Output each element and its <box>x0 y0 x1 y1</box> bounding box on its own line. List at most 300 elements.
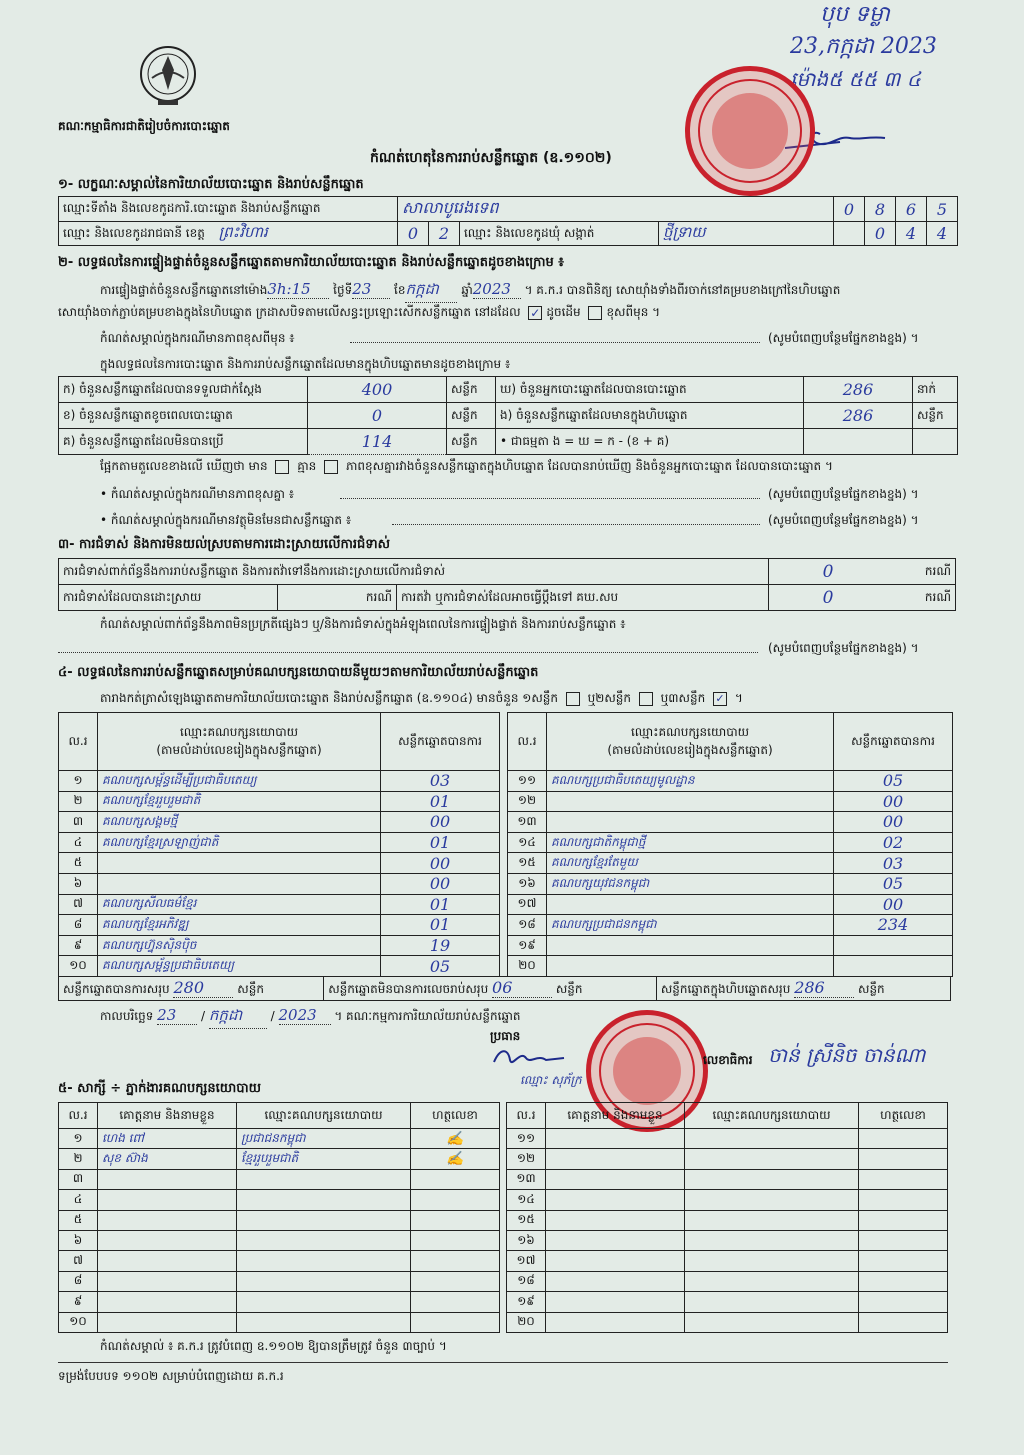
diff-result-line <box>100 458 833 476</box>
party-row <box>59 956 500 977</box>
col-no: ល.រ <box>59 713 98 771</box>
irregularity-dots <box>58 652 758 653</box>
party-row-no: ១០ <box>59 956 98 977</box>
witness-name <box>98 1230 237 1250</box>
party-row-votes: 01 <box>381 791 500 812</box>
count-left-unit: សន្លឹក <box>447 429 496 455</box>
witness-name <box>546 1129 685 1149</box>
party-row-name: គណបក្សខ្មែររួបរួមជាតិ <box>98 791 381 812</box>
diff-label: ខុសពីមុន <box>606 305 649 319</box>
witness-wrapper <box>58 1102 948 1333</box>
total-invalid-cell <box>324 977 657 1001</box>
date-day: 23 <box>157 1006 197 1025</box>
secretary-signature: ចាន់ ស្រីនិច ចាន់ណា <box>768 1043 926 1067</box>
party-row <box>59 873 500 894</box>
witness-signature <box>411 1230 500 1250</box>
witness-name <box>546 1230 685 1250</box>
section5-heading: ៥- សាក្សី ÷ ភ្នាក់ងារគណបក្សនយោបាយ <box>58 1081 261 1096</box>
party-row-votes <box>834 956 953 977</box>
sheet-count-line: តារាងកត់ត្រាសំឡេងឆ្នោតតាមការិយាល័យបោះឆ្នោត និងរាប់សន្លឹកឆ្នោត (ឧ.១១០៤) មានចំនួន ១សន្លឹក ឬ២សន្លឹក ឬ៣សន្លឹក ✓ ។ <box>100 691 743 705</box>
witness-signature <box>859 1230 948 1250</box>
party-row-no: ១៨ <box>508 915 547 936</box>
col-votes: សន្លឹកឆ្នោតបានការ <box>381 713 500 771</box>
party-row-name: គណបក្សសម្ព័ន្ធដើម្បីប្រជាធិបតេយ្យ <box>98 771 381 792</box>
party-row-name <box>547 791 834 812</box>
party-row-votes: 03 <box>834 853 953 874</box>
party-row-votes: 00 <box>834 812 953 833</box>
section1-table <box>58 196 958 246</box>
count-right-value: 286 <box>804 377 913 403</box>
party-row-no: ១៥ <box>508 853 547 874</box>
party-row-name: គណបក្សសម្ព័ន្ធប្រជាធិបតេយ្យ <box>98 956 381 977</box>
witness-name <box>546 1190 685 1210</box>
witness-signature: ✍ <box>411 1129 500 1149</box>
witness-row <box>507 1312 948 1332</box>
witness-signature <box>411 1312 500 1332</box>
total-box-cell <box>656 977 950 1001</box>
chief-signature-icon <box>490 1044 570 1070</box>
party-results-right <box>507 712 953 977</box>
party-row-name: គណបក្សខ្មែរស្រឡាញ់ជាតិ <box>98 832 381 853</box>
count-right-unit: នាក់ <box>913 377 958 403</box>
col-name: គោត្តនាម និងនាមខ្លួន <box>98 1103 237 1129</box>
witness-no: ១៩ <box>507 1292 546 1312</box>
party-row-name <box>547 935 834 956</box>
verification-text-time: ការផ្ទៀងផ្ទាត់ចំនួនសន្លឹកឆ្នោតនៅម៉ោង <box>100 283 268 297</box>
bullet-foreign-note: • កំណត់សម្គាល់ក្នុងករណីមានវត្ថុមិនមែនជាសន្លឹកឆ្នោត ៖ <box>100 513 352 527</box>
count-right-label: • ជាធម្មតា ង = ឃ = ក - (ខ + គ) <box>496 429 804 455</box>
party-row-name <box>547 894 834 915</box>
witness-party <box>685 1312 859 1332</box>
party-row-name <box>98 853 381 874</box>
party-row-name <box>98 873 381 894</box>
diff-checkbox[interactable] <box>588 306 602 320</box>
objection-row1-unit: ករណី <box>887 559 956 585</box>
witness-no: ១៧ <box>507 1251 546 1271</box>
party-row <box>59 812 500 833</box>
date-year: 2023 <box>279 1006 331 1025</box>
witness-party <box>237 1271 411 1291</box>
witness-name: សុខ ស៊ាង <box>98 1149 237 1169</box>
three-sheet-checkbox[interactable]: ✓ <box>713 692 727 706</box>
chief-label: ប្រធាន <box>490 1029 521 1043</box>
party-row <box>508 791 953 812</box>
witness-name <box>98 1271 237 1291</box>
witness-row <box>59 1271 500 1291</box>
irregularity-note: កំណត់សម្គាល់ពាក់ព័ន្ធនឹងភាពមិនប្រក្រតីផ្សេងៗ ឬ/និងការជំទាស់ក្នុងអំឡុងពេលនៃការផ្ទៀងផ្ទាត់ និងការរាប់សន្លឹកឆ្នោត ៖ <box>100 617 626 631</box>
party-row-no: ៨ <box>59 915 98 936</box>
witness-name <box>98 1312 237 1332</box>
appeal-value: 0 <box>769 585 888 611</box>
diff-note-line: កំណត់សម្គាល់ក្នុងករណីមានភាពខុសពីមុន ៖ <box>100 331 295 345</box>
official-stamp-icon <box>685 66 815 196</box>
witness-party <box>237 1251 411 1271</box>
footer-divider <box>58 1362 948 1363</box>
ballot-counts-table <box>58 376 958 455</box>
party-row <box>59 832 500 853</box>
col-votes: សន្លឹកឆ្នោតបានការ <box>834 713 953 771</box>
party-row-name: គណបក្សប្រជាជនកម្ពុជា <box>547 915 834 936</box>
verification-text-month: ខែ <box>394 283 406 297</box>
witness-no: ៥ <box>59 1210 98 1230</box>
party-row <box>508 894 953 915</box>
commune-code-digit: 4 <box>896 222 927 246</box>
witness-party <box>237 1190 411 1210</box>
party-row-no: ២០ <box>508 956 547 977</box>
witness-no: ៣ <box>59 1169 98 1189</box>
party-row <box>59 894 500 915</box>
witness-no: ១៣ <box>507 1169 546 1189</box>
section1-heading: ១- លក្ខណៈសម្គាល់នៃការិយាល័យបោះឆ្នោត និងរាប់សន្លឹកឆ្នោត <box>58 177 364 192</box>
fill-hint-2: (សូមបំពេញបន្ថែមផ្នែកខាងខ្នង) ។ <box>768 487 919 501</box>
total-valid-cell <box>59 977 324 1001</box>
commune-code-digit: 4 <box>927 222 958 246</box>
appeal-unit: ករណី <box>887 585 956 611</box>
witness-name <box>98 1292 237 1312</box>
witness-no: ១៨ <box>507 1271 546 1291</box>
party-row-votes: 00 <box>834 791 953 812</box>
witness-name <box>546 1210 685 1230</box>
party-row-no: ៤ <box>59 832 98 853</box>
three-sheet-label: ឬ៣សន្លឹក <box>660 691 706 705</box>
no-diff-label: គ្មាន <box>297 459 317 473</box>
one-sheet-checkbox[interactable] <box>566 692 580 706</box>
witness-party <box>685 1292 859 1312</box>
province-code-digit: 0 <box>398 222 429 246</box>
witness-row <box>507 1169 948 1189</box>
location-label: ឈ្មោះទីតាំង និងលេខកូដការិ.បោះឆ្នោត និងរាប់សន្លឹកឆ្នោត <box>59 197 398 222</box>
has-diff-checkbox[interactable] <box>275 460 289 474</box>
section2-heading: ២- លទ្ធផលនៃការផ្ទៀងផ្ទាត់ចំនួនសន្លឹកឆ្នោតតាមការិយាល័យបោះឆ្នោត និងរាប់សន្លឹកឆ្នោតដូចខាងក្រោម ៖ <box>58 255 564 270</box>
party-row-votes: 00 <box>381 812 500 833</box>
party-row <box>508 935 953 956</box>
party-row-name: គណបក្សជាតិកម្ពុជាថ្មី <box>547 832 834 853</box>
party-row-name <box>547 812 834 833</box>
verification-paragraph <box>100 280 960 303</box>
party-row <box>59 935 500 956</box>
total-invalid-unit: សន្លឹក <box>555 982 583 996</box>
witness-table-left <box>58 1102 500 1333</box>
location-code-digit: 0 <box>834 197 865 222</box>
witness-row <box>507 1292 948 1312</box>
witness-no: ១១ <box>507 1129 546 1149</box>
witness-party <box>237 1169 411 1189</box>
party-row-name: គណបក្សខ្មែរតែមួយ <box>547 853 834 874</box>
results-intro: ក្នុងលទ្ធផលនៃការបោះឆ្នោត និងការរាប់សន្លឹកឆ្នោតដែលមានក្នុងហិបឆ្នោតមានដូចខាងក្រោម ៖ <box>100 357 511 371</box>
witness-party <box>237 1230 411 1250</box>
witness-party: ប្រជាជនកម្ពុជា <box>237 1129 411 1149</box>
total-valid-value: 280 <box>173 978 233 998</box>
party-row-no: ១៧ <box>508 894 547 915</box>
witness-party: ខ្មែររួបរួមជាតិ <box>237 1149 411 1169</box>
witness-row <box>59 1210 500 1230</box>
resolved-unit <box>278 585 397 611</box>
verification-day: 23 <box>352 280 390 299</box>
count-left-value: 400 <box>308 377 447 403</box>
total-box-value: 286 <box>794 978 854 998</box>
witness-signature <box>411 1251 500 1271</box>
nec-emblem-icon <box>138 44 198 108</box>
same-label: ដូចដើម <box>546 305 581 319</box>
party-row-no: ១ <box>59 771 98 792</box>
witness-signature <box>411 1292 500 1312</box>
witness-party <box>685 1210 859 1230</box>
resolved-unit-text: ករណី <box>365 589 392 604</box>
count-right-unit <box>913 429 958 455</box>
witness-signature: ✍ <box>411 1149 500 1169</box>
witness-party <box>685 1251 859 1271</box>
party-row-votes: 00 <box>381 853 500 874</box>
party-row <box>59 791 500 812</box>
witness-party <box>685 1129 859 1149</box>
witness-name <box>98 1210 237 1230</box>
party-row-name: គណបក្សខ្មែរអភិវឌ្ឍ <box>98 915 381 936</box>
witness-no: ២០ <box>507 1312 546 1332</box>
party-row <box>508 771 953 792</box>
section4-heading: ៤- លទ្ធផលនៃការរាប់សន្លឹកឆ្នោតសម្រាប់គណបក្សនយោបាយនីមួយៗតាមការិយាល័យរាប់សន្លឹកឆ្នោត <box>58 665 539 680</box>
witness-name <box>546 1251 685 1271</box>
col-name: គោត្តនាម និងនាមខ្លួន <box>546 1103 685 1129</box>
witness-party <box>237 1210 411 1230</box>
party-row-no: ២ <box>59 791 98 812</box>
witness-party <box>237 1312 411 1332</box>
col-no: ល.រ <box>507 1103 546 1129</box>
party-results-wrapper <box>58 712 953 977</box>
col-signature: ហត្ថលេខា <box>411 1103 500 1129</box>
total-invalid-value: 06 <box>492 978 552 998</box>
count-right-label: ឃ) ចំនួនអ្នកបោះឆ្នោតដែលបានបោះឆ្នោត <box>496 377 804 403</box>
count-right-value <box>804 429 913 455</box>
party-row <box>508 873 953 894</box>
party-row <box>508 812 953 833</box>
ballot-count-row <box>59 403 958 429</box>
col-party: ឈ្មោះគណបក្សនយោបាយ (តាមលំដាប់លេខរៀងក្នុងសន្លឹកឆ្នោត) <box>98 713 381 771</box>
witness-signature <box>859 1292 948 1312</box>
appeal-label: ការតវ៉ា ឬការជំទាស់ដែលអាចធ្វើប្តឹងទៅ គឃ.សប <box>397 585 769 611</box>
witness-no: ៤ <box>59 1190 98 1210</box>
party-row-name: គណបក្សសង្គមថ្មី <box>98 812 381 833</box>
handwritten-receiver-note: បុប ទម្លា <box>820 2 890 27</box>
province-label <box>59 222 398 246</box>
total-valid-unit: សន្លឹក <box>237 982 264 996</box>
party-row-name <box>547 956 834 977</box>
party-row-name: គណបក្សសីលធម៌ខ្មែរ <box>98 894 381 915</box>
party-row <box>508 956 953 977</box>
witness-name <box>546 1312 685 1332</box>
totals-table <box>58 976 951 1001</box>
diff-result-text: ផ្អែកតាមតួលេខខាងលើ ឃើញថា មាន <box>100 459 268 473</box>
witness-name <box>98 1190 237 1210</box>
witness-no: ១៥ <box>507 1210 546 1230</box>
witness-row <box>59 1312 500 1332</box>
witness-row <box>507 1251 948 1271</box>
witness-signature <box>859 1169 948 1189</box>
count-left-label: ក) ចំនួនសន្លឹកឆ្នោតដែលបានទទួលជាក់ស្តែង <box>59 377 308 403</box>
col-signature: ហត្ថលេខា <box>859 1103 948 1129</box>
party-row <box>59 915 500 936</box>
total-valid-label: សន្លឹកឆ្នោតបានការសរុប <box>63 982 170 996</box>
witness-party <box>685 1149 859 1169</box>
chief-name: ឈ្មោះ សុភ័ក្រ <box>520 1073 582 1087</box>
col-no: ល.រ <box>59 1103 98 1129</box>
witness-signature <box>859 1251 948 1271</box>
party-row <box>508 832 953 853</box>
witness-no: ១៤ <box>507 1190 546 1210</box>
province-value: ព្រះវិហារ <box>218 222 268 241</box>
party-row-no: ១៦ <box>508 873 547 894</box>
date-prefix: កាលបរិច្ឆេទ <box>100 1009 154 1023</box>
party-row-no: ១២ <box>508 791 547 812</box>
committee-label: គណៈកម្មាធិការជាតិរៀបចំការបោះឆ្នោត <box>58 119 230 133</box>
witness-no: ១០ <box>59 1312 98 1332</box>
location-value: សាលាបូរេងទេព <box>398 197 834 222</box>
witness-no: ១ <box>59 1129 98 1149</box>
witness-row <box>507 1271 948 1291</box>
witness-signature <box>859 1149 948 1169</box>
witness-no: ៧ <box>59 1251 98 1271</box>
objection-row1-value: 0 <box>769 559 888 585</box>
party-row-votes: 05 <box>381 956 500 977</box>
witness-signature <box>859 1271 948 1291</box>
count-left-value: 114 <box>308 429 447 455</box>
commune-label: ឈ្មោះ និងលេខកូដឃុំ សង្កាត់ <box>460 222 659 246</box>
count-left-unit: សន្លឹក <box>447 377 496 403</box>
witness-row <box>507 1190 948 1210</box>
party-row-name: គណបក្សហ្វ៊ុនស៊ិនប៉ិច <box>98 935 381 956</box>
witness-name <box>546 1149 685 1169</box>
commune-code-digit: 0 <box>865 222 896 246</box>
count-left-label: គ) ចំនួនសន្លឹកឆ្នោតដែលមិនបានប្រើ <box>59 429 308 455</box>
resolved-label: ការជំទាស់ដែលបានដោះស្រាយ <box>59 585 278 611</box>
date-month: កក្កដា <box>209 1006 267 1029</box>
province-label-text: ឈ្មោះ និងលេខកូដរាជធានី ខេត្ត <box>63 225 205 240</box>
objections-table <box>58 558 956 611</box>
witness-row <box>59 1190 500 1210</box>
footnote: កំណត់សម្គាល់ ៖ គ.ក.រ ត្រូវបំពេញ ឧ.១១០២ ឱ្យបានត្រឹមត្រូវ ចំនួន ៣ច្បាប់ ។ <box>100 1339 447 1353</box>
witness-party <box>685 1230 859 1250</box>
party-row-votes: 00 <box>381 873 500 894</box>
col-party: ឈ្មោះគណបក្សនយោបាយ <box>237 1103 411 1129</box>
fill-hint-3: (សូមបំពេញបន្ថែមផ្នែកខាងខ្នង) ។ <box>768 513 919 527</box>
witness-signature <box>859 1129 948 1149</box>
party-row-votes: 05 <box>834 771 953 792</box>
no-diff-checkbox[interactable] <box>324 460 338 474</box>
witness-row <box>507 1230 948 1250</box>
count-left-label: ខ) ចំនួនសន្លឹកឆ្នោតខូចពេលបោះឆ្នោត <box>59 403 308 429</box>
witness-name <box>98 1251 237 1271</box>
verification-month: កក្កដា <box>405 280 457 303</box>
footer-text: ទម្រង់បែបបទ ១១០២ សម្រាប់បំពេញដោយ គ.ក.រ <box>58 1369 284 1383</box>
witness-signature <box>411 1190 500 1210</box>
count-left-value: 0 <box>308 403 447 429</box>
two-sheet-checkbox[interactable] <box>639 692 653 706</box>
verification-text-year: ឆ្នាំ <box>461 283 473 297</box>
witness-no: ៦ <box>59 1230 98 1250</box>
witness-signature <box>411 1271 500 1291</box>
witness-signature <box>411 1169 500 1189</box>
party-row <box>59 771 500 792</box>
two-sheet-label: ឬ២សន្លឹក <box>587 691 632 705</box>
fill-hint-4: (សូមបំពេញបន្ថែមផ្នែកខាងខ្នង) ។ <box>768 641 919 655</box>
total-box-label: សន្លឹកឆ្នោតក្នុងហិបឆ្នោតសរុប <box>660 982 791 996</box>
party-row <box>508 915 953 936</box>
witness-row <box>507 1149 948 1169</box>
witness-row <box>507 1129 948 1149</box>
party-row-name: គណបក្សប្រជាធិបតេយ្យមូលដ្ឋាន <box>547 771 834 792</box>
location-code-digit: 5 <box>927 197 958 222</box>
count-left-unit: សន្លឹក <box>447 403 496 429</box>
objection-row1-label: ការជំទាស់ពាក់ព័ន្ធនឹងការរាប់សន្លឹកឆ្នោត និងការតវ៉ាទៅនឹងការដោះស្រាយលើការជំទាស់ <box>59 559 769 585</box>
witness-row <box>59 1292 500 1312</box>
handwritten-received-date: 23,កក្កដា 2023 <box>790 34 937 59</box>
col-party: ឈ្មោះគណបក្សនយោបាយ <box>685 1103 859 1129</box>
party-row-name: គណបក្សយុវជនកម្ពុជា <box>547 873 834 894</box>
witness-signature <box>859 1312 948 1332</box>
party-row-no: ១៣ <box>508 812 547 833</box>
party-row-votes: 234 <box>834 915 953 936</box>
diff-result-rest: ភាពខុសគ្នារវាងចំនួនសន្លឹកឆ្នោតក្នុងហិបឆ្នោត ដែលបានរាប់ឃើញ និងចំនួនអ្នកបោះឆ្នោត ដែលបានបោះឆ្នោត ។ <box>345 459 833 473</box>
witness-row <box>59 1149 500 1169</box>
total-invalid-label: សន្លឹកឆ្នោតមិនបានការលេចរាប់សរុប <box>328 982 489 996</box>
verification-text-day: ថ្ងៃទី <box>333 283 353 297</box>
party-row-votes: 01 <box>381 915 500 936</box>
form-title: កំណត់ហេតុនៃការរាប់សន្លឹកឆ្នោត (ឧ.១១០២) <box>370 150 612 166</box>
secretary-label: លេខាធិការ <box>703 1053 753 1067</box>
witness-name <box>546 1169 685 1189</box>
party-row-votes <box>834 935 953 956</box>
same-checkbox[interactable]: ✓ <box>530 305 541 320</box>
party-row-votes: 19 <box>381 935 500 956</box>
witness-table-right <box>506 1102 948 1333</box>
witness-no: ១២ <box>507 1149 546 1169</box>
party-row-no: ១៤ <box>508 832 547 853</box>
party-row <box>508 853 953 874</box>
witness-signature <box>859 1190 948 1210</box>
party-row-votes: 00 <box>834 894 953 915</box>
ballot-count-row <box>59 377 958 403</box>
verification-text-rest: ។ គ.ក.រ បានពិនិត្យ សោយ៉ាំងទាំងពីរចាក់នៅគម្របខាងក្រៅនៃហិបឆ្នោត <box>524 283 841 297</box>
location-code-digit: 8 <box>865 197 896 222</box>
party-results-left <box>58 712 500 977</box>
fill-hint: (សូមបំពេញបន្ថែមផ្នែកខាងខ្នង) ។ <box>768 331 919 345</box>
witness-name: ហេង ពៅ <box>98 1129 237 1149</box>
witness-no: ២ <box>59 1149 98 1169</box>
party-row <box>59 853 500 874</box>
party-row-no: ៦ <box>59 873 98 894</box>
sheet-count-text: តារាងកត់ត្រាសំឡេងឆ្នោតតាមការិយាល័យបោះឆ្នោត និងរាប់សន្លឹកឆ្នោត (ឧ.១១០៤) មានចំនួន ១សន្លឹក <box>100 691 558 705</box>
count-right-label: ង) ចំនួនសន្លឹកឆ្នោតដែលមានក្នុងហិបឆ្នោត <box>496 403 804 429</box>
witness-party <box>685 1271 859 1291</box>
party-row-no: ៩ <box>59 935 98 956</box>
party-row-votes: 01 <box>381 832 500 853</box>
witness-no: ១៦ <box>507 1230 546 1250</box>
witness-name <box>546 1271 685 1291</box>
witness-row <box>59 1251 500 1271</box>
party-row-votes: 05 <box>834 873 953 894</box>
witness-row <box>507 1210 948 1230</box>
witness-row <box>59 1129 500 1149</box>
party-row-no: ៣ <box>59 812 98 833</box>
ballot-count-row <box>59 429 958 455</box>
commune-value: ថ្មីទ្រាយ <box>659 222 834 246</box>
date-line: កាលបរិច្ឆេទ 23 / កក្កដា / 2023 ។ គណៈកម្មការការិយាល័យរាប់សន្លឹកឆ្នោត <box>100 1006 521 1029</box>
bullet-diff-note: • កំណត់សម្គាល់ក្នុងករណីមានភាពខុសគ្នា ៖ <box>100 487 295 501</box>
bullet-foreign-dots <box>392 524 760 525</box>
witness-party <box>685 1169 859 1189</box>
verification-time: 3h:15 <box>267 280 329 299</box>
witness-name <box>546 1292 685 1312</box>
date-suffix: ។ គណៈកម្មការការិយាល័យរាប់សន្លឹកឆ្នោត <box>334 1009 521 1023</box>
